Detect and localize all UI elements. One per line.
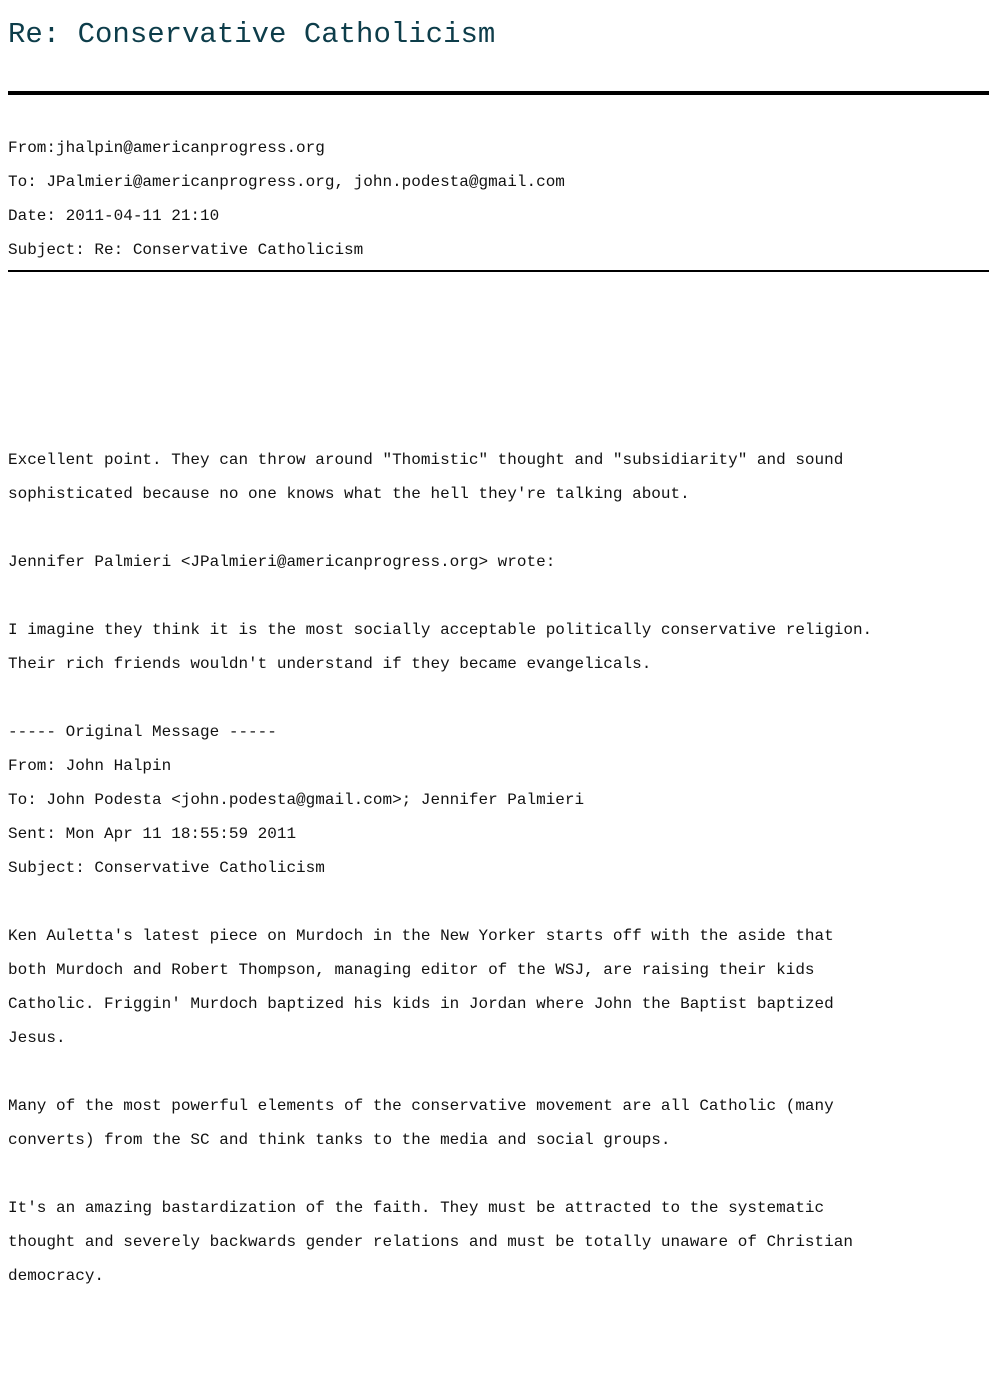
header-to: To: JPalmieri@americanprogress.org, john.podesta@gmail.com — [8, 173, 565, 191]
body-line: Many of the most powerful elements of the conservative movement are all Catholic (many — [8, 1097, 834, 1115]
page-title: Re: Conservative Catholicism — [8, 18, 496, 51]
quote-attribution — [8, 545, 989, 579]
body-line: both Murdoch and Robert Thompson, managing editor of the WSJ, are raising their kids — [8, 961, 815, 979]
body-line: Jesus. — [8, 1029, 66, 1047]
body-line: thought and severely backwards gender relations and must be totally unaware of Christian — [8, 1233, 853, 1251]
body-paragraph-1 — [8, 919, 989, 1055]
original-sent: Sent: Mon Apr 11 18:55:59 2011 — [8, 825, 297, 843]
body-line: sophisticated because no one knows what the hell they're talking about. — [8, 485, 690, 503]
original-message-separator: ----- Original Message ----- — [8, 723, 277, 741]
header-from: From:jhalpin@americanprogress.org — [8, 139, 325, 157]
title-divider — [8, 91, 989, 95]
email-headers — [8, 131, 989, 267]
body-line: democracy. — [8, 1267, 105, 1285]
reply-paragraph — [8, 443, 989, 511]
body-paragraph-2 — [8, 1089, 989, 1157]
header-date: Date: 2011-04-11 21:10 — [8, 207, 220, 225]
header-subject: Subject: Re: Conservative Catholicism — [8, 241, 364, 259]
original-from: From: John Halpin — [8, 757, 172, 775]
body-line: Ken Auletta's latest piece on Murdoch in the New Yorker starts off with the aside that — [8, 927, 834, 945]
body-line: Excellent point. They can throw around "Thomistic" thought and "subsidiarity" and sound — [8, 451, 844, 469]
body-line: It's an amazing bastardization of the faith. They must be attracted to the systematic — [8, 1199, 825, 1217]
quoted-reply-paragraph — [8, 613, 989, 681]
body-line: Catholic. Friggin' Murdoch baptized his kids in Jordan where John the Baptist baptized — [8, 995, 834, 1013]
original-to: To: John Podesta <john.podesta@gmail.com>; Jennifer Palmieri — [8, 791, 585, 809]
header-divider — [8, 270, 989, 272]
original-subject: Subject: Conservative Catholicism — [8, 859, 325, 877]
body-line: converts) from the SC and think tanks to the media and social groups. — [8, 1131, 671, 1149]
body-line: I imagine they think it is the most socially acceptable politically conservative religion. — [8, 621, 873, 639]
body-line: Jennifer Palmieri <JPalmieri@americanprogress.org> wrote: — [8, 553, 556, 571]
original-message-headers — [8, 715, 989, 885]
email-body — [8, 443, 989, 1293]
body-paragraph-3 — [8, 1191, 989, 1293]
body-line: Their rich friends wouldn't understand if they became evangelicals. — [8, 655, 652, 673]
